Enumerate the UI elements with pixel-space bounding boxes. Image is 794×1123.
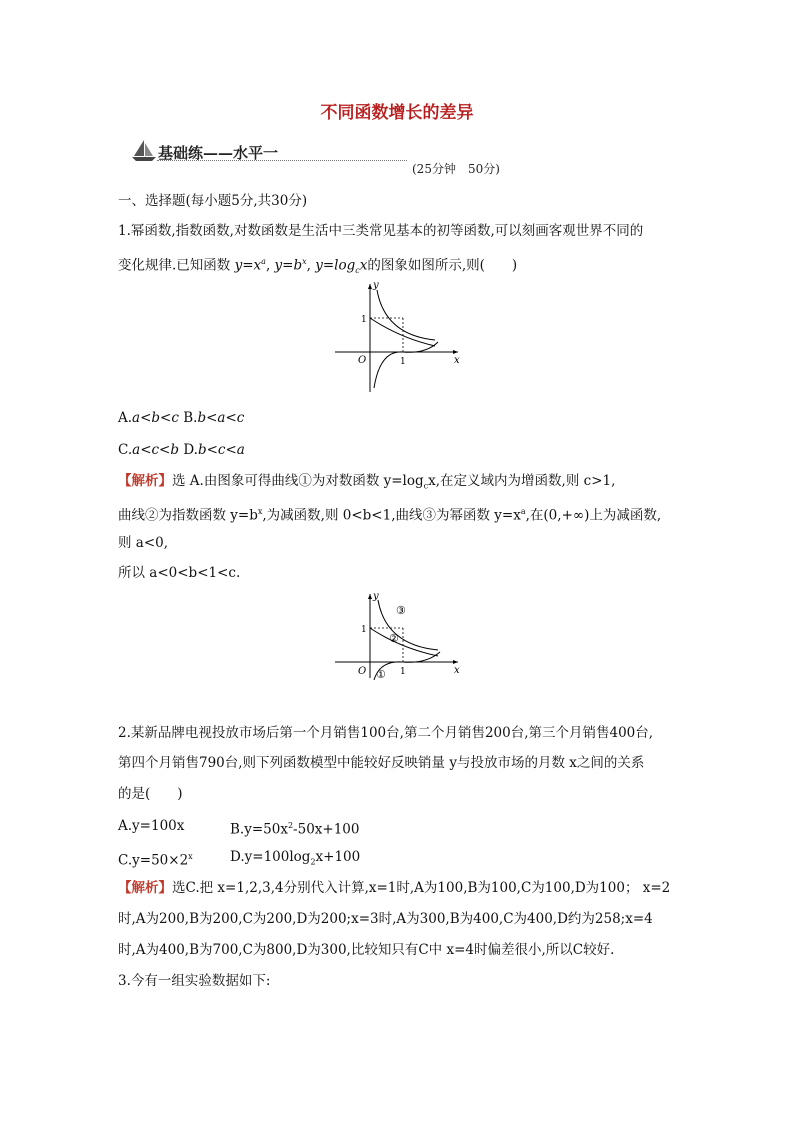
x-axis-label-2: x [454, 665, 460, 676]
origin-label: O [358, 355, 367, 366]
q2-line3: 的是( ) [118, 786, 183, 802]
q2-analysis-line1: 【解析】选C.把 x=1,2,3,4分别代入计算,x=1时,A为100,B为100,C为100,D为100； x=2 [118, 880, 671, 896]
q2-analysis-line3: 时,A为400,B为700,C为800,D为300,比较知只有C中 x=4时偏差很小,所以C较好. [118, 942, 615, 958]
sailboat-icon [130, 138, 158, 162]
q1-analysis-line2: 曲线②为指数函数 $y=b^x$,为减函数,则 0<b<1,曲线③为幂函数 $y=x^a$,在(0,+∞)上为减函数, [118, 507, 662, 524]
q1-analysis-line3: 则 a<0, [118, 535, 169, 551]
origin-label-2: O [358, 666, 367, 677]
q2-line1: 2.某新品牌电视投放市场后第一个月销售100台,第二个月销售200台,第三个月销售400台, [118, 725, 654, 741]
section-divider [157, 160, 407, 161]
page-title: 不同函数增长的差异 [320, 103, 474, 123]
curve-label-2: ② [389, 632, 399, 645]
q1-function-graph [330, 280, 470, 395]
y-axis-label-2: y [373, 591, 379, 602]
tick-y-1: 1 [361, 315, 367, 325]
q3-line1: 3.今有一组实验数据如下: [118, 973, 271, 989]
y-axis-label: y [373, 280, 379, 291]
tick-y-1-2: 1 [361, 625, 367, 635]
section-time: (25分钟 50分) [412, 162, 500, 176]
q2-options-ab: A.y=100x $B.y=50x^2-50x+100$ [118, 818, 360, 838]
curve-label-1: ① [376, 668, 386, 680]
q2-line2: 第四个月销售790台,则下列函数模型中能较好反映销量 y与投放市场的月数 x之间的关系 [118, 755, 645, 771]
q1-line1: 1.幂函数,指数函数,对数函数是生活中三类常见基本的初等函数,可以刻画客观世界不同的 [118, 223, 644, 239]
q1-analysis-line1: 【解析】选 A.由图象可得曲线①为对数函数 $y=\log_cx$,在定义域内为增函数,则 c>1, [118, 473, 616, 491]
x-axis-label: x [454, 355, 460, 366]
section-title: 基础练——水平一 [158, 144, 279, 162]
curve-power [377, 290, 435, 340]
part-heading: 一、选择题(每小题5分,共30分) [118, 193, 308, 209]
q1-line2: 变化规律.已知函数 $y=x^a$, $y=b^x$, $y=\log_cx$的图象如图所示,则( ) [118, 257, 518, 276]
tick-x-1-2: 1 [400, 667, 406, 677]
q1-options-cd: C.a<c<b D.b<c<a [118, 442, 245, 458]
curve-exponential [370, 318, 435, 346]
tick-x-1: 1 [400, 357, 406, 367]
q1-analysis-line4: 所以 a<0<b<1<c. [118, 565, 241, 581]
q1-options-ab: A.a<b<c B.b<a<c [118, 410, 245, 426]
curve-label-3: ③ [396, 604, 406, 617]
q2-options-cd: $C.y=50\times 2^x$ $D.y=100\log_2x+100$ [118, 849, 361, 869]
curve-log [374, 342, 438, 388]
q2-analysis-line2: 时,A为200,B为200,C为200,D为200;x=3时,A为300,B为400,C为400,D约为258;x=4 [118, 911, 653, 927]
q1-analysis-graph [330, 590, 470, 680]
